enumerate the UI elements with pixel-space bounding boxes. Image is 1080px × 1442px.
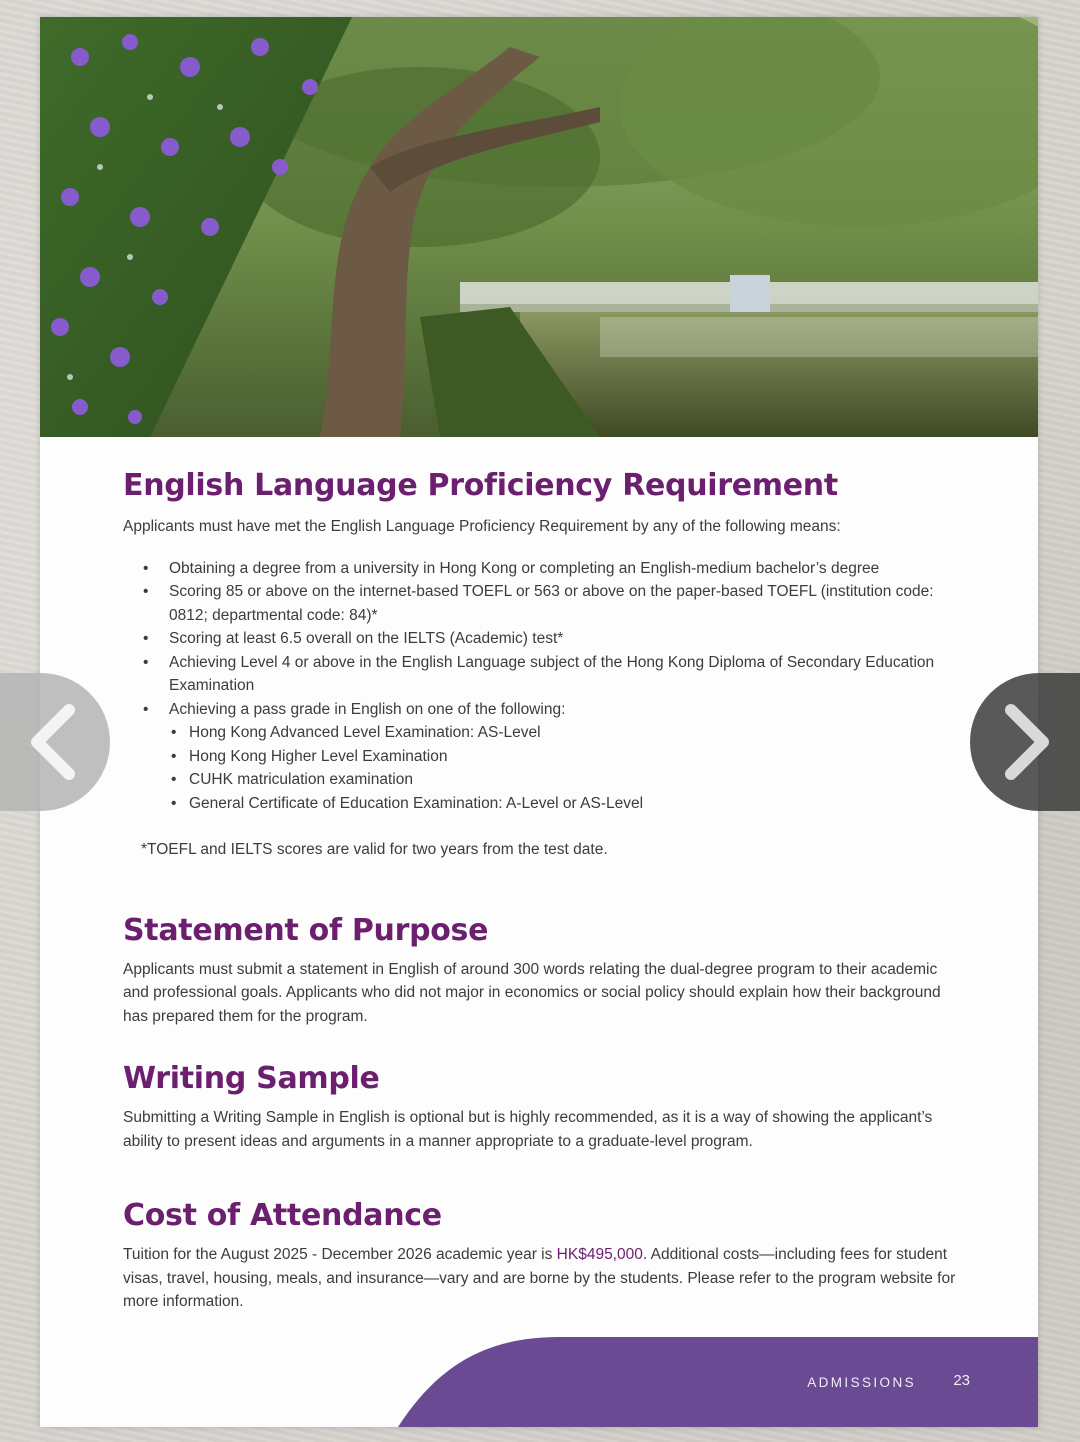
writing-section bbox=[123, 1060, 963, 1153]
tuition-amount: HK$495,000 bbox=[556, 1246, 643, 1263]
cost-body-start: Tuition for the August 2025 - December 2026 academic year is bbox=[123, 1246, 557, 1263]
sub-list-item: • Hong Kong Advanced Level Examination: AS-Level bbox=[189, 721, 963, 745]
sub-list-item: • General Certificate of Education Examination: A-Level or AS-Level bbox=[189, 792, 963, 816]
chevron-left-icon bbox=[25, 702, 85, 782]
cost-body-end: . Additional costs—including fees for student visas, travel, housing, meals, and insurance—vary and are borne by the students. Please refer to the program website for more information. bbox=[123, 1246, 956, 1310]
list-item: • Scoring at least 6.5 overall on the IELTS (Academic) test* bbox=[169, 627, 963, 651]
list-item: • Scoring 85 or above on the internet-based TOEFL or 563 or above on the paper-based TOEFL (institution code: 0812; departmental code: 84)* bbox=[169, 580, 963, 627]
english-requirement-list bbox=[123, 557, 963, 816]
list-item: • Achieving Level 4 or above in the English Language subject of the Hong Kong Diploma of Secondary Education Examination bbox=[169, 651, 963, 698]
brochure-page bbox=[40, 17, 1038, 1427]
cost-section bbox=[123, 1197, 963, 1314]
english-requirement-title: English Language Proficiency Requirement bbox=[123, 468, 838, 503]
statement-title: Statement of Purpose bbox=[123, 912, 489, 948]
list-item-with-sublist bbox=[169, 698, 963, 816]
sub-list-item: • CUHK matriculation examination bbox=[189, 768, 963, 792]
hero-photo bbox=[40, 17, 1038, 437]
writing-body: Submitting a Writing Sample in English is optional but is highly recommended, as it is a way of showing the applicant’s ability to present ideas and arguments in a manner appropriate to a graduate-level program. bbox=[123, 1109, 933, 1150]
chevron-right-icon bbox=[995, 702, 1055, 782]
statement-section bbox=[123, 912, 963, 1029]
score-validity-note: *TOEFL and IELTS scores are valid for two years from the test date. bbox=[141, 841, 608, 858]
english-requirement-intro: Applicants must have met the English Language Proficiency Requirement by any of the following means: bbox=[123, 518, 841, 535]
list-item-label: Achieving a pass grade in English on one of the following: bbox=[169, 700, 566, 718]
cost-title: Cost of Attendance bbox=[123, 1198, 442, 1233]
sub-list-item: • Hong Kong Higher Level Examination bbox=[189, 745, 963, 769]
list-item: • Obtaining a degree from a university in Hong Kong or completing an English-medium bachelor’s degree bbox=[169, 557, 963, 581]
page-content bbox=[123, 467, 963, 1314]
cost-body bbox=[123, 1243, 963, 1314]
footer-section-label: ADMISSIONS bbox=[807, 1375, 916, 1390]
writing-title: Writing Sample bbox=[123, 1061, 380, 1096]
statement-body: Applicants must submit a statement in English of around 300 words relating the dual-degree program to their academic and professional goals. Applicants who did not major in economics or social policy should explain how their background has prepared them for the program. bbox=[123, 960, 941, 1025]
exam-sublist bbox=[169, 721, 963, 815]
page-number: 23 bbox=[953, 1372, 970, 1389]
